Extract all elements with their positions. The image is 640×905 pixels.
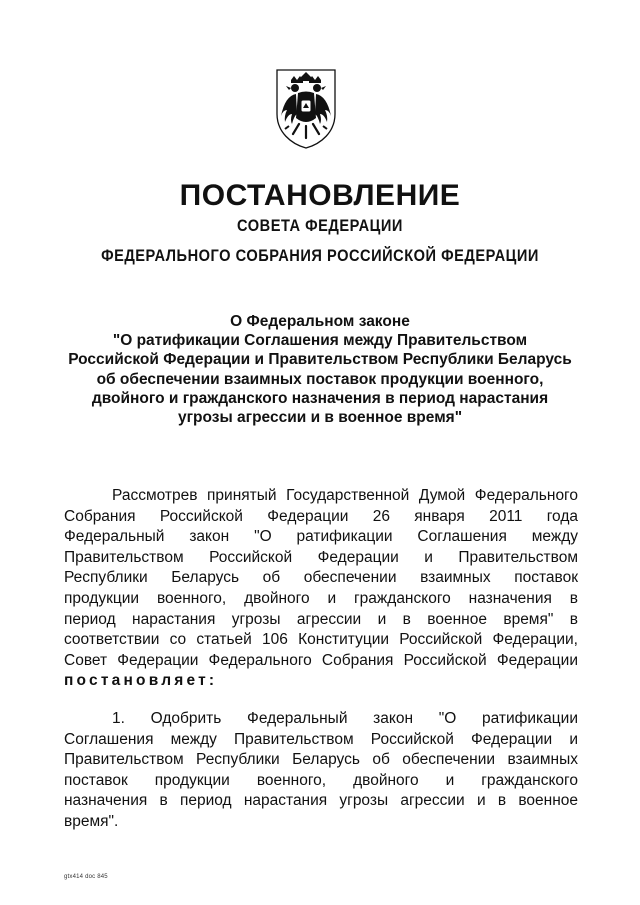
text-line: продукции военного, двойного и гражданского назначения в — [64, 589, 578, 607]
text-line: Федеральный закон "О ратификации Соглашения между — [64, 528, 578, 546]
text-line: Совет Федерации Федерального Собрания Российской Федерации — [64, 651, 578, 669]
preamble-paragraph — [64, 486, 578, 692]
text-line: 1. Одобрить Федеральный закон "О ратификации — [112, 710, 578, 727]
text-line: время". — [64, 812, 119, 830]
law-title-line: Российской Федерации и Правительством Республики Беларусь — [68, 351, 572, 369]
text-line: соответствии со статьей 106 Конституции Российской Федерации, — [64, 631, 578, 649]
law-title-line: "О ратификации Соглашения между Правительством — [112, 332, 528, 350]
document-title: ПОСТАНОВЛЕНИЕ — [179, 179, 461, 212]
text-line: Правительством Республики Беларусь об обеспечении взаимных — [64, 751, 578, 769]
text-line: Соглашения между Правительством Российской Федерации и — [64, 730, 578, 748]
law-title-line: двойного и гражданского назначения в период нарастания — [91, 389, 549, 407]
text-line: назначения в период нарастания угрозы агрессии и в военное — [64, 792, 578, 810]
issuer-line-1: СОВЕТА ФЕДЕРАЦИИ — [237, 216, 403, 235]
text-line: Рассмотрев принятый Государственной Думой Федерального — [112, 487, 578, 504]
text-line: поставок продукции военного, двойного и гражданского — [64, 771, 578, 789]
text-line: период нарастания угрозы агрессии и в военное время" в — [64, 610, 578, 628]
resolves-keyword: постановляет: — [64, 672, 218, 690]
law-title-line: об обеспечении взаимных поставок продукции военного, — [96, 370, 544, 388]
law-title-line: угрозы агрессии и в военное время" — [177, 409, 463, 427]
law-title-line: О Федеральном законе — [230, 313, 410, 330]
law-title — [40, 312, 600, 427]
text-line: Собрания Российской Федерации 26 января 2011 года — [64, 507, 578, 525]
issuer-line-2: ФЕДЕРАЛЬНОГО СОБРАНИЯ РОССИЙСКОЙ ФЕДЕРАЦИИ — [101, 246, 539, 265]
resolution-item-1 — [64, 709, 578, 833]
double-headed-eagle-icon — [271, 66, 341, 150]
text-line: Правительством Российской Федерации и Правительством — [64, 548, 578, 566]
text-line: Республики Беларусь об обеспечении взаимных поставок — [64, 569, 578, 587]
document-code: gtx414 doc 845 — [64, 874, 108, 880]
